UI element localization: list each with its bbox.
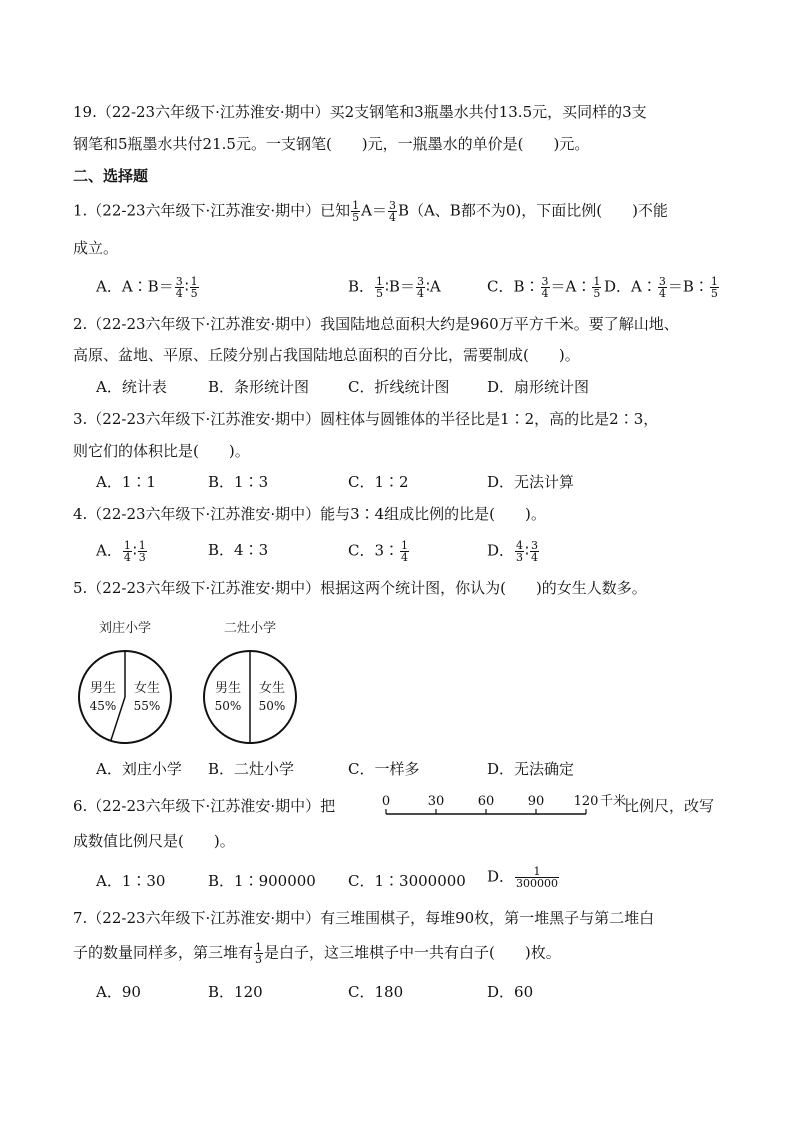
q2-line1: 2.（22-23六年级下·江苏淮安·期中）我国陆地总面积大约是960万平方千米。要了解山地、 (73, 315, 679, 333)
pie-title: 刘庄小学 (98, 621, 152, 636)
q5-option-c[interactable]: C．一样多 (348, 760, 420, 778)
q6-suffix: 比例尺，改写 (624, 797, 715, 815)
scale-tick-label: 30 (427, 794, 445, 809)
q6-option-a[interactable]: A．1∶30 (96, 872, 166, 890)
q5-option-b[interactable]: B．二灶小学 (208, 760, 295, 778)
pie-slice-percent: 45% (89, 699, 117, 713)
pie-charts (78, 615, 318, 745)
q6-line1 (73, 796, 335, 816)
q7-line1: 7.（22-23六年级下·江苏淮安·期中）有三堆围棋子，每堆90枚，第一堆黑子与第二堆白 (73, 909, 655, 927)
q1-line2: 成立。 (73, 239, 119, 257)
q2-option-c[interactable]: C．折线统计图 (348, 378, 450, 396)
scale-tick-label: 60 (477, 794, 495, 809)
scale-tick-label: 0 (381, 794, 391, 809)
pie-slice-label: 男生 (89, 681, 117, 696)
q5-option-a[interactable]: A．刘庄小学 (96, 760, 182, 778)
q1-option-a[interactable]: A．A∶B＝ $\frac{3}{4}$ ∶ $\frac{1}{5}$ (96, 275, 198, 300)
section-title: 二、选择题 (73, 167, 149, 185)
q7-option-c[interactable]: C．180 (348, 983, 404, 1001)
q3-line2: 则它们的体积比是( )。 (73, 442, 250, 460)
q2-option-a[interactable]: A．统计表 (96, 378, 167, 396)
pie-slice-percent: 50% (214, 699, 242, 713)
q5-line1: 5.（22-23六年级下·江苏淮安·期中）根据这两个统计图，你认为( )的女生人数多。 (73, 579, 647, 597)
q3-line1: 3.（22-23六年级下·江苏淮安·期中）圆柱体与圆锥体的半径比是1∶2，高的比是2∶3， (73, 410, 659, 428)
q1-prefix: 1.（22-23六年级下·江苏淮安·期中）已知 (73, 201, 351, 220)
q3-option-b[interactable]: B．1∶3 (208, 473, 269, 491)
q2-option-d[interactable]: D．扇形统计图 (487, 378, 590, 396)
q6-option-d[interactable]: D． $\frac{1}{300000}$ (487, 865, 559, 890)
pie-slice-percent: 55% (133, 699, 161, 713)
q3-option-d[interactable]: D．无法计算 (487, 473, 575, 491)
q7-line2: 子的数量同样多，第三堆有 $\frac{1}{3}$ 是白子，这三堆棋子中一共有白子( )枚。 (73, 941, 561, 966)
pie-slice-label: 女生 (258, 681, 286, 696)
q1-option-b[interactable]: B． $\frac{1}{5}$ ∶B＝ $\frac{3}{4}$ ∶A (348, 275, 441, 300)
q3-option-c[interactable]: C．1∶2 (348, 473, 409, 491)
q7-frac: $\frac{1}{3}$ (255, 941, 263, 966)
pie-slice-label: 男生 (214, 681, 242, 696)
pie-slice-percent: 50% (258, 699, 286, 713)
q6-option-b[interactable]: B．1∶900000 (208, 872, 316, 890)
q1-option-d[interactable]: D．A∶ $\frac{3}{4}$ ＝B∶ $\frac{1}{5}$ (604, 275, 718, 300)
q2-line2: 高原、盆地、平原、丘陵分别占我国陆地总面积的百分比，需要制成( )。 (73, 346, 580, 364)
q5-option-d[interactable]: D．无法确定 (487, 760, 575, 778)
q1-line1: 1.（22-23六年级下·江苏淮安·期中）已知 $\frac{1}{5}$ A＝ $\frac{3}{4}$ B（A、B都不为0)，下面比例( )不能 (73, 199, 668, 224)
q6-line2: 成数值比例尺是( )。 (73, 832, 235, 850)
q3-option-a[interactable]: A．1∶1 (96, 473, 156, 491)
q4-option-b[interactable]: B．4∶3 (208, 541, 269, 559)
scale-tick-label: 120 (573, 794, 599, 809)
q4-option-d[interactable]: D． $\frac{4}{3}$ ∶ $\frac{3}{4}$ (487, 539, 538, 564)
q7-option-b[interactable]: B．120 (208, 983, 263, 1001)
q7-option-d[interactable]: D．60 (487, 983, 534, 1001)
q19-line2: 钢笔和5瓶墨水共付21.5元。一支钢笔( )元，一瓶墨水的单价是( )元。 (73, 135, 590, 153)
q1-frac-1-5: $\frac{1}{5}$ (352, 199, 360, 224)
line-scale (380, 792, 627, 822)
q4-option-a[interactable]: A． $\frac{1}{4}$ ∶ $\frac{1}{3}$ (96, 539, 146, 564)
scale-unit: 千米 (600, 794, 627, 809)
q7-option-a[interactable]: A．90 (96, 983, 141, 1001)
q4-line1: 4.（22-23六年级下·江苏淮安·期中）能与3∶4组成比例的比是( )。 (73, 505, 546, 523)
q6-prefix: 6.（22-23六年级下·江苏淮安·期中）把 (73, 797, 336, 815)
pie-slice-label: 女生 (133, 681, 161, 696)
q2-option-b[interactable]: B．条形统计图 (208, 378, 310, 396)
q4-option-c[interactable]: C．3∶ $\frac{1}{4}$ (348, 539, 409, 564)
pie-title: 二灶小学 (223, 621, 277, 636)
q1-frac-3-4: $\frac{3}{4}$ (388, 199, 396, 224)
q1-option-c[interactable]: C．B∶ $\frac{3}{4}$ ＝A∶ $\frac{1}{5}$ (487, 275, 601, 300)
q19-line1: 19.（22-23六年级下·江苏淮安·期中）买2支钢笔和3瓶墨水共付13.5元，买同样的3支 (73, 103, 647, 121)
scale-tick-label: 90 (527, 794, 545, 809)
q6-option-c[interactable]: C．1∶3000000 (348, 872, 466, 890)
